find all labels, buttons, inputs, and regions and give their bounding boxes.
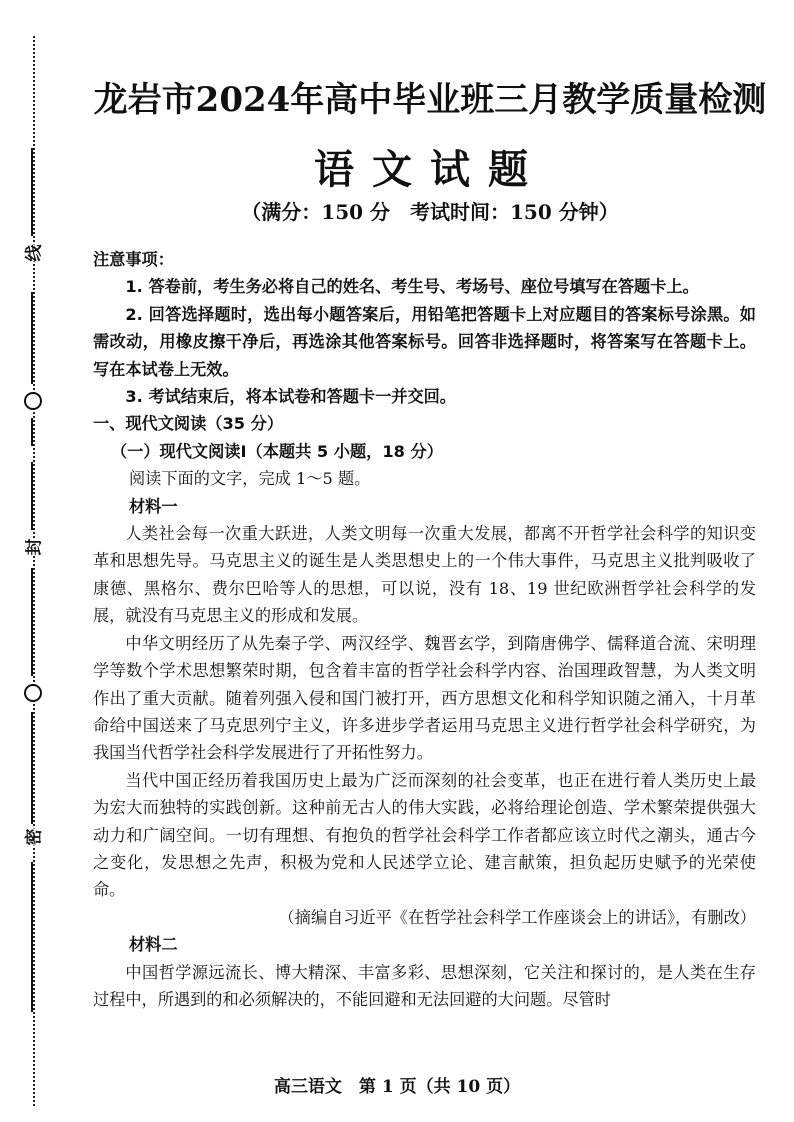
page-footer: 高三语文 第 1 页（共 10 页） (273, 1077, 521, 1097)
page-content (93, 246, 756, 1013)
subject-title: 语文试题 (314, 146, 546, 193)
material1-label: 材料一 (129, 496, 178, 516)
material1-paragraph: 人类社会每一次重大跃进，人类文明每一次重大发展，都离不开哲学社会科学的知识变革和思想先导。马克思主义的诞生是人类思想史上的一个伟大事件，马克思主义批判吸收了康德、黑格尔、费尔巴哈等人的思想，可以说，没有 18、19 世纪欧洲哲学社会科学的发展，就没有马克思主义的形成和发展。 (93, 524, 756, 626)
binding-solid-line (31, 568, 33, 676)
notice-heading: 注意事项： (93, 250, 174, 269)
material2-label: 材料二 (129, 935, 178, 955)
binding-solid-line (31, 292, 33, 384)
material1-paragraph: 当代中国正经历着我国历史上最为广泛而深刻的社会变革，也正在进行着人类历史上最为宏大而独特的实践创新。这种前无古人的伟大实践，必将给理论创造、学术繁荣提供强大动力和广阔空间。一切有理想、有抱负的哲学社会科学工作者都应该立时代之潮头，通古今之变化，发思想之先声，积极为党和人民述学立论、建言献策，担负起历史赋予的光荣使命。 (93, 770, 756, 900)
binding-mark-xian: 线 (24, 244, 45, 262)
binding-mark-mi: 密 (24, 828, 45, 846)
score-info: （满分：150 分 考试时间：150 分钟） (241, 200, 619, 224)
reading-instruction: 阅读下面的文字，完成 1～5 题。 (129, 469, 371, 489)
notice-item: 2. 回答选择题时，选出每小题答案后，用铅笔把答题卡上对应题目的答案标号涂黑。如需改动，用橡皮擦干净后，再选涂其他答案标号。回答非选择题时，将答案写在答题卡上。写在本试卷上无效。 (93, 304, 756, 379)
binding-circle (24, 684, 42, 702)
material1-source: （摘编自习近平《在哲学社会科学工作座谈会上的讲话》，有删改） (278, 907, 756, 927)
binding-dotted-line (33, 36, 35, 1106)
material2-paragraph: 中国哲学源远流长、博大精深、丰富多彩、思想深刻，它关注和探讨的，是人类在生存过程中，所遇到的和必须解决的，不能回避和无法回避的大问题。尽管时 (93, 962, 756, 1009)
material1-paragraph: 中华文明经历了从先秦子学、两汉经学、魏晋玄学，到隋唐佛学、儒释道合流、宋明理学等数个学术思想繁荣时期，包含着丰富的哲学社会科学内容、治国理政智慧，为人类文明作出了重大贡献。随着列强入侵和国门被打开，西方思想文化和科学知识随之涌入，十月革命给中国送来了马克思列宁主义，许多进步学者运用马克思主义进行哲学社会科学研究，为我国当代哲学社会科学发展进行了开拓性努力。 (93, 633, 756, 763)
binding-solid-line (31, 862, 33, 1012)
binding-circle (24, 392, 42, 410)
notice-item: 3. 考试结束后，将本试卷和答题卡一并交回。 (125, 387, 456, 407)
notice-item: 1. 答卷前，考生务必将自己的姓名、考生号、考场号、座位号填写在答题卡上。 (125, 277, 699, 297)
exam-title: 龙岩市2024年高中毕业班三月教学质量检测 (93, 80, 767, 120)
binding-solid-line (31, 712, 33, 824)
binding-solid-line (31, 418, 33, 446)
binding-solid-line (31, 148, 33, 236)
section-heading: 一、现代文阅读（35 分） (93, 414, 284, 434)
binding-solid-line (31, 462, 33, 530)
binding-mark-feng: 封 (24, 538, 45, 556)
subsection-heading: （一）现代文阅读Ⅰ（本题共 5 小题，18 分） (111, 441, 443, 461)
